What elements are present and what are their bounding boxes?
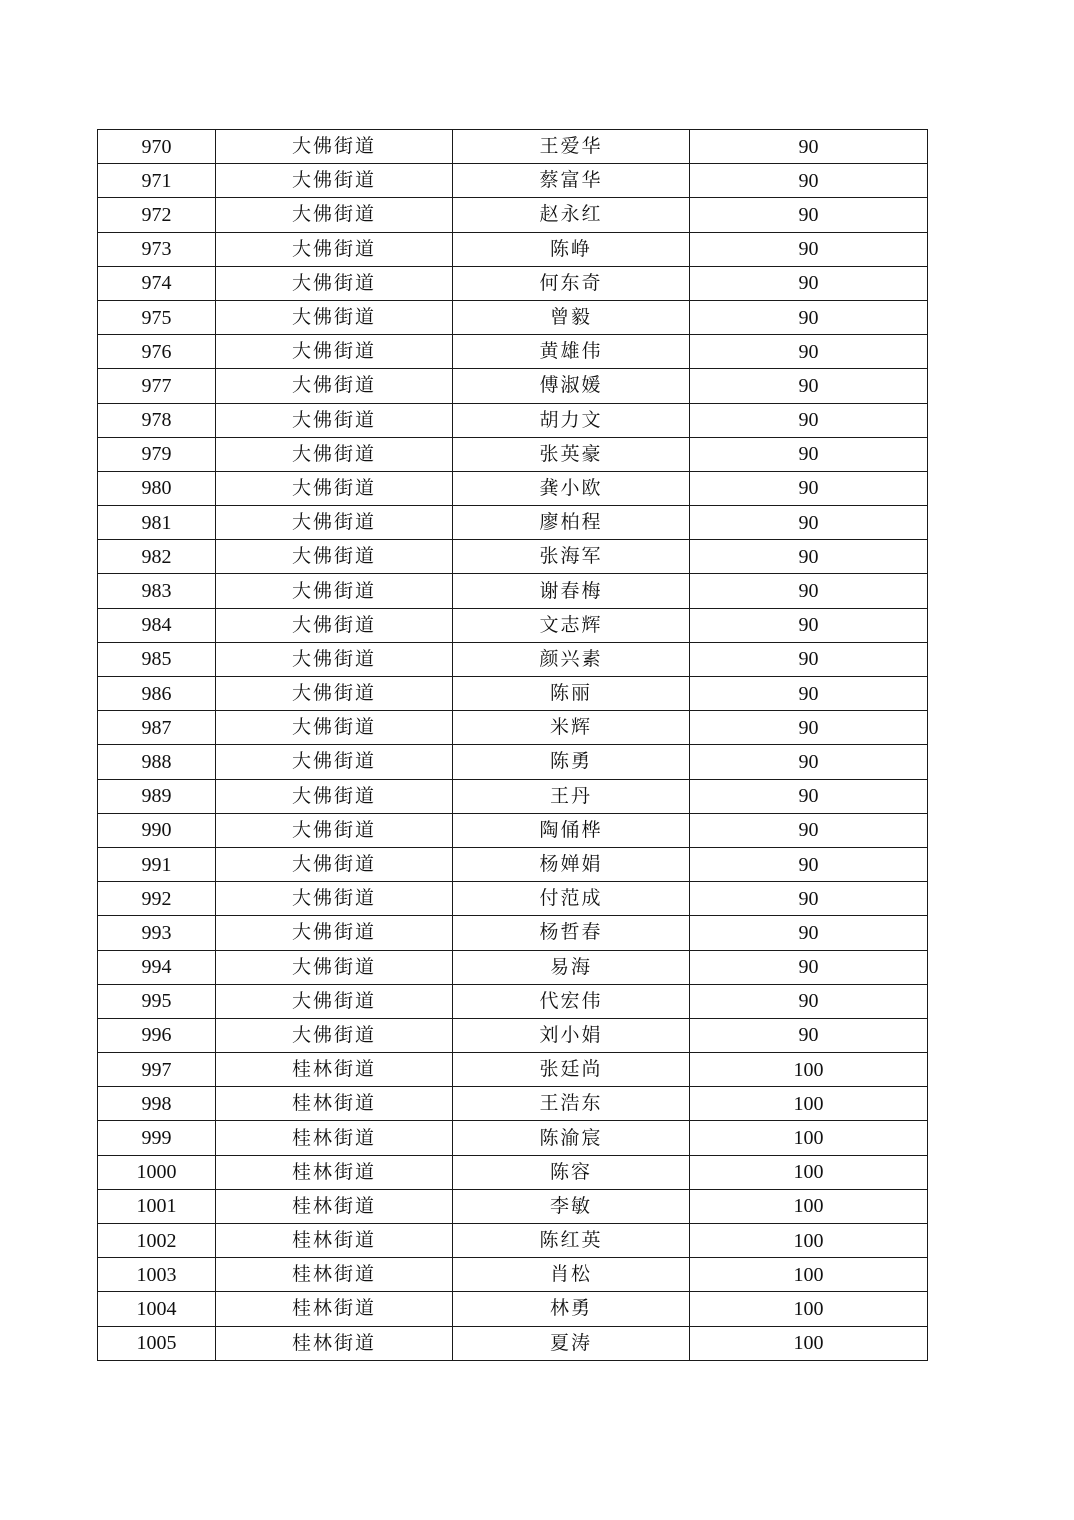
street-cell: 大佛街道	[216, 916, 453, 950]
table-row	[98, 745, 928, 779]
person-name-cell: 易海	[453, 950, 690, 984]
serial-number-cell: 1002	[98, 1224, 216, 1258]
score-cell: 90	[690, 266, 928, 300]
person-name-cell: 曾毅	[453, 300, 690, 334]
score-cell: 90	[690, 779, 928, 813]
person-name-cell: 杨婵娟	[453, 847, 690, 881]
street-cell: 桂林街道	[216, 1087, 453, 1121]
score-cell: 90	[690, 164, 928, 198]
score-cell: 90	[690, 574, 928, 608]
person-name-cell: 陈红英	[453, 1224, 690, 1258]
table-row	[98, 779, 928, 813]
serial-number-cell: 1003	[98, 1258, 216, 1292]
street-cell: 大佛街道	[216, 882, 453, 916]
score-cell: 100	[690, 1224, 928, 1258]
serial-number-cell: 980	[98, 471, 216, 505]
person-name-cell: 张英豪	[453, 437, 690, 471]
score-cell: 90	[690, 335, 928, 369]
street-cell: 大佛街道	[216, 984, 453, 1018]
person-name-cell: 夏涛	[453, 1326, 690, 1360]
street-cell: 桂林街道	[216, 1326, 453, 1360]
street-cell: 大佛街道	[216, 198, 453, 232]
serial-number-cell: 989	[98, 779, 216, 813]
serial-number-cell: 971	[98, 164, 216, 198]
serial-number-cell: 975	[98, 300, 216, 334]
score-cell: 90	[690, 882, 928, 916]
score-cell: 100	[690, 1155, 928, 1189]
table-row	[98, 1155, 928, 1189]
roster-table-body	[98, 130, 928, 1361]
street-cell: 大佛街道	[216, 266, 453, 300]
street-cell: 大佛街道	[216, 471, 453, 505]
table-row	[98, 1292, 928, 1326]
serial-number-cell: 998	[98, 1087, 216, 1121]
person-name-cell: 陈勇	[453, 745, 690, 779]
person-name-cell: 张廷尚	[453, 1053, 690, 1087]
street-cell: 桂林街道	[216, 1189, 453, 1223]
street-cell: 大佛街道	[216, 540, 453, 574]
table-row	[98, 1258, 928, 1292]
person-name-cell: 谢春梅	[453, 574, 690, 608]
street-cell: 大佛街道	[216, 608, 453, 642]
street-cell: 大佛街道	[216, 232, 453, 266]
serial-number-cell: 994	[98, 950, 216, 984]
table-row	[98, 1121, 928, 1155]
score-cell: 100	[690, 1189, 928, 1223]
serial-number-cell: 988	[98, 745, 216, 779]
person-name-cell: 代宏伟	[453, 984, 690, 1018]
table-row	[98, 403, 928, 437]
table-row	[98, 1224, 928, 1258]
person-name-cell: 王爱华	[453, 130, 690, 164]
serial-number-cell: 987	[98, 711, 216, 745]
street-cell: 大佛街道	[216, 711, 453, 745]
person-name-cell: 廖柏程	[453, 506, 690, 540]
street-cell: 大佛街道	[216, 813, 453, 847]
street-cell: 大佛街道	[216, 950, 453, 984]
score-cell: 90	[690, 1018, 928, 1052]
street-cell: 大佛街道	[216, 335, 453, 369]
serial-number-cell: 999	[98, 1121, 216, 1155]
serial-number-cell: 996	[98, 1018, 216, 1052]
score-cell: 100	[690, 1292, 928, 1326]
score-cell: 100	[690, 1121, 928, 1155]
serial-number-cell: 985	[98, 642, 216, 676]
table-row	[98, 984, 928, 1018]
table-row	[98, 677, 928, 711]
serial-number-cell: 976	[98, 335, 216, 369]
person-name-cell: 米辉	[453, 711, 690, 745]
person-name-cell: 陈丽	[453, 677, 690, 711]
street-cell: 大佛街道	[216, 130, 453, 164]
serial-number-cell: 1001	[98, 1189, 216, 1223]
score-cell: 100	[690, 1326, 928, 1360]
score-cell: 90	[690, 813, 928, 847]
table-row	[98, 813, 928, 847]
person-name-cell: 何东奇	[453, 266, 690, 300]
table-row	[98, 1087, 928, 1121]
street-cell: 大佛街道	[216, 847, 453, 881]
score-cell: 100	[690, 1053, 928, 1087]
serial-number-cell: 993	[98, 916, 216, 950]
table-row	[98, 506, 928, 540]
table-row	[98, 130, 928, 164]
serial-number-cell: 984	[98, 608, 216, 642]
person-name-cell: 陈容	[453, 1155, 690, 1189]
person-name-cell: 王浩东	[453, 1087, 690, 1121]
score-cell: 90	[690, 847, 928, 881]
table-row	[98, 1053, 928, 1087]
street-cell: 大佛街道	[216, 642, 453, 676]
person-name-cell: 赵永红	[453, 198, 690, 232]
person-name-cell: 杨哲春	[453, 916, 690, 950]
person-name-cell: 文志辉	[453, 608, 690, 642]
table-row	[98, 1326, 928, 1360]
score-cell: 90	[690, 745, 928, 779]
score-cell: 90	[690, 540, 928, 574]
person-name-cell: 刘小娟	[453, 1018, 690, 1052]
street-cell: 大佛街道	[216, 574, 453, 608]
table-row	[98, 916, 928, 950]
score-cell: 90	[690, 608, 928, 642]
table-row	[98, 1189, 928, 1223]
score-cell: 90	[690, 984, 928, 1018]
score-cell: 90	[690, 677, 928, 711]
street-cell: 桂林街道	[216, 1121, 453, 1155]
serial-number-cell: 992	[98, 882, 216, 916]
score-cell: 100	[690, 1258, 928, 1292]
street-cell: 大佛街道	[216, 677, 453, 711]
person-name-cell: 李敏	[453, 1189, 690, 1223]
person-name-cell: 林勇	[453, 1292, 690, 1326]
person-name-cell: 胡力文	[453, 403, 690, 437]
person-name-cell: 陈峥	[453, 232, 690, 266]
street-cell: 桂林街道	[216, 1155, 453, 1189]
score-cell: 90	[690, 369, 928, 403]
person-name-cell: 肖松	[453, 1258, 690, 1292]
table-row	[98, 540, 928, 574]
serial-number-cell: 970	[98, 130, 216, 164]
table-row	[98, 1018, 928, 1052]
street-cell: 大佛街道	[216, 1018, 453, 1052]
score-cell: 90	[690, 916, 928, 950]
serial-number-cell: 981	[98, 506, 216, 540]
street-cell: 桂林街道	[216, 1224, 453, 1258]
serial-number-cell: 991	[98, 847, 216, 881]
serial-number-cell: 972	[98, 198, 216, 232]
score-cell: 90	[690, 130, 928, 164]
score-cell: 90	[690, 642, 928, 676]
table-row	[98, 608, 928, 642]
person-name-cell: 张海军	[453, 540, 690, 574]
score-cell: 90	[690, 950, 928, 984]
score-cell: 100	[690, 1087, 928, 1121]
table-row	[98, 335, 928, 369]
person-name-cell: 傅淑媛	[453, 369, 690, 403]
serial-number-cell: 1000	[98, 1155, 216, 1189]
table-row	[98, 437, 928, 471]
serial-number-cell: 1005	[98, 1326, 216, 1360]
table-row	[98, 266, 928, 300]
serial-number-cell: 978	[98, 403, 216, 437]
table-row	[98, 574, 928, 608]
person-name-cell: 黄雄伟	[453, 335, 690, 369]
table-row	[98, 198, 928, 232]
serial-number-cell: 977	[98, 369, 216, 403]
score-cell: 90	[690, 198, 928, 232]
serial-number-cell: 1004	[98, 1292, 216, 1326]
score-cell: 90	[690, 232, 928, 266]
person-name-cell: 付范成	[453, 882, 690, 916]
street-cell: 大佛街道	[216, 437, 453, 471]
person-name-cell: 陈渝宸	[453, 1121, 690, 1155]
table-row	[98, 369, 928, 403]
score-cell: 90	[690, 300, 928, 334]
serial-number-cell: 979	[98, 437, 216, 471]
street-cell: 桂林街道	[216, 1292, 453, 1326]
street-cell: 大佛街道	[216, 403, 453, 437]
table-row	[98, 300, 928, 334]
person-name-cell: 颜兴素	[453, 642, 690, 676]
table-row	[98, 164, 928, 198]
street-cell: 桂林街道	[216, 1258, 453, 1292]
serial-number-cell: 986	[98, 677, 216, 711]
person-name-cell: 王丹	[453, 779, 690, 813]
serial-number-cell: 974	[98, 266, 216, 300]
score-cell: 90	[690, 506, 928, 540]
person-name-cell: 龚小欧	[453, 471, 690, 505]
table-row	[98, 847, 928, 881]
table-row	[98, 642, 928, 676]
score-cell: 90	[690, 437, 928, 471]
street-cell: 大佛街道	[216, 506, 453, 540]
street-cell: 大佛街道	[216, 164, 453, 198]
serial-number-cell: 982	[98, 540, 216, 574]
street-cell: 大佛街道	[216, 779, 453, 813]
table-row	[98, 711, 928, 745]
street-cell: 大佛街道	[216, 745, 453, 779]
roster-table	[97, 129, 928, 1361]
serial-number-cell: 983	[98, 574, 216, 608]
table-row	[98, 950, 928, 984]
person-name-cell: 陶俑桦	[453, 813, 690, 847]
score-cell: 90	[690, 711, 928, 745]
score-cell: 90	[690, 471, 928, 505]
serial-number-cell: 995	[98, 984, 216, 1018]
table-row	[98, 882, 928, 916]
table-row	[98, 471, 928, 505]
table-row	[98, 232, 928, 266]
person-name-cell: 蔡富华	[453, 164, 690, 198]
serial-number-cell: 973	[98, 232, 216, 266]
score-cell: 90	[690, 403, 928, 437]
street-cell: 大佛街道	[216, 300, 453, 334]
serial-number-cell: 997	[98, 1053, 216, 1087]
serial-number-cell: 990	[98, 813, 216, 847]
street-cell: 大佛街道	[216, 369, 453, 403]
street-cell: 桂林街道	[216, 1053, 453, 1087]
